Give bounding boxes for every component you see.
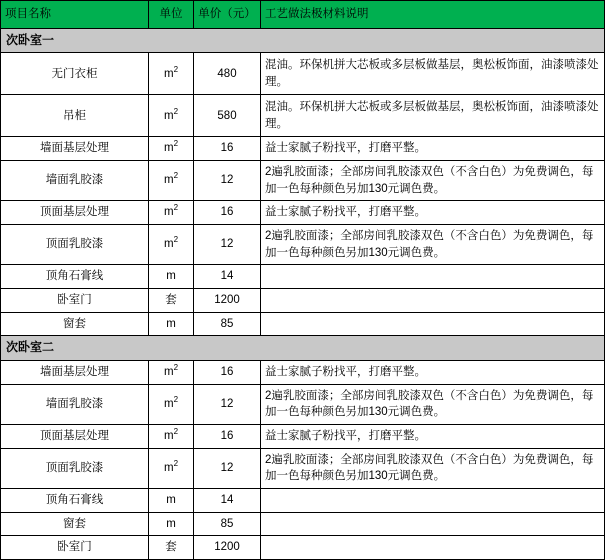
table-header (1, 1, 605, 29)
cell-unit (149, 424, 194, 448)
cell-unit: m (149, 488, 194, 512)
cell-description: 益士家腻子粉找平，打磨平整。 (261, 360, 605, 384)
unit-base: m (163, 109, 174, 122)
cell-unit-price: 16 (194, 424, 261, 448)
unit-base: m (163, 238, 174, 251)
cell-unit-price: 14 (194, 488, 261, 512)
cell-item-name: 无门衣柜 (1, 53, 149, 95)
header-cell-desc: 工艺做法极材料说明 (261, 1, 605, 29)
unit-base: m (163, 142, 174, 155)
table-row (1, 488, 605, 512)
unit-base: m (163, 397, 174, 410)
table-row (1, 360, 605, 384)
header-cell-unit: 单位 (149, 1, 194, 29)
cell-unit (149, 360, 194, 384)
header-cell-price: 单价（元） (194, 1, 261, 29)
cell-item-name: 墙面乳胶漆 (1, 384, 149, 424)
cell-unit: 套 (149, 536, 194, 560)
table-row (1, 53, 605, 95)
cell-item-name: 顶面乳胶漆 (1, 448, 149, 488)
cell-description: 混油。环保机拼大芯板或多层板做基层，奥松板饰面，油漆喷漆处理。 (261, 95, 605, 137)
cell-item-name: 卧室门 (1, 536, 149, 560)
cell-description: 2遍乳胶面漆；全部房间乳胶漆双色（不含白色）为免费调色，每加一色每种颜色另加130元调色费。 (261, 161, 605, 201)
table-row (1, 448, 605, 488)
unit-exponent: 2 (173, 235, 179, 245)
cell-item-name: 顶面基层处理 (1, 201, 149, 225)
header-row (1, 1, 605, 29)
cell-description (261, 289, 605, 313)
table-row (1, 312, 605, 336)
cell-item-name: 顶面基层处理 (1, 424, 149, 448)
unit-base: m (163, 206, 174, 219)
cell-description: 2遍乳胶面漆；全部房间乳胶漆双色（不含白色）为免费调色，每加一色每种颜色另加130元调色费。 (261, 225, 605, 265)
table-body (1, 29, 605, 560)
cell-unit: m (149, 512, 194, 536)
header-cell-name: 项目名称 (1, 1, 149, 29)
cell-unit: m (149, 265, 194, 289)
table-row (1, 201, 605, 225)
unit-base: m (163, 174, 174, 187)
cell-description (261, 536, 605, 560)
cell-unit-price: 85 (194, 512, 261, 536)
unit-exponent: 2 (173, 106, 179, 116)
cell-unit (149, 137, 194, 161)
cell-item-name: 顶角石膏线 (1, 265, 149, 289)
cell-description: 2遍乳胶面漆；全部房间乳胶漆双色（不含白色）为免费调色，每加一色每种颜色另加130元调色费。 (261, 448, 605, 488)
cell-description: 益士家腻子粉找平，打磨平整。 (261, 201, 605, 225)
unit-exponent: 2 (173, 139, 179, 149)
cell-description (261, 488, 605, 512)
table-row (1, 289, 605, 313)
unit-exponent: 2 (173, 395, 179, 404)
cell-unit-price: 12 (194, 384, 261, 424)
unit-base: m (163, 429, 174, 442)
cell-description: 混油。环保机拼大芯板或多层板做基层，奥松板饰面，油漆喷漆处理。 (261, 53, 605, 95)
cell-item-name: 顶面乳胶漆 (1, 225, 149, 265)
unit-base: m (163, 67, 174, 80)
cell-item-name: 卧室门 (1, 289, 149, 313)
cell-description (261, 265, 605, 289)
cell-unit-price: 1200 (194, 536, 261, 560)
cell-item-name: 窗套 (1, 312, 149, 336)
unit-exponent: 2 (173, 363, 179, 372)
cell-item-name: 墙面基层处理 (1, 360, 149, 384)
cell-unit (149, 95, 194, 137)
table-row (1, 95, 605, 137)
cell-item-name: 墙面乳胶漆 (1, 161, 149, 201)
cell-unit-price: 16 (194, 137, 261, 161)
unit-exponent: 2 (173, 427, 179, 437)
cell-unit-price: 16 (194, 201, 261, 225)
section-title: 次卧室二 (1, 336, 605, 360)
unit-exponent: 2 (173, 64, 179, 74)
cell-unit-price: 12 (194, 225, 261, 265)
cell-description (261, 312, 605, 336)
section-row (1, 336, 605, 360)
cell-unit (149, 225, 194, 265)
table-row (1, 536, 605, 560)
cell-unit-price: 16 (194, 360, 261, 384)
cell-description: 益士家腻子粉找平，打磨平整。 (261, 137, 605, 161)
cell-item-name: 吊柜 (1, 95, 149, 137)
unit-base: m (163, 461, 174, 474)
cell-unit: 套 (149, 289, 194, 313)
table-row (1, 225, 605, 265)
cell-unit (149, 201, 194, 225)
table-row (1, 137, 605, 161)
unit-exponent: 2 (173, 459, 179, 469)
table-row (1, 424, 605, 448)
table-row (1, 384, 605, 424)
cell-unit (149, 161, 194, 201)
table-row (1, 512, 605, 536)
cell-unit (149, 53, 194, 95)
cell-unit-price: 480 (194, 53, 261, 95)
cell-unit: m (149, 312, 194, 336)
cell-unit-price: 85 (194, 312, 261, 336)
section-row (1, 29, 605, 53)
cell-description: 2遍乳胶面漆；全部房间乳胶漆双色（不含白色）为免费调色，每加一色每种颜色另加130元调色费。 (261, 384, 605, 424)
unit-base: m (163, 365, 174, 378)
cell-item-name: 窗套 (1, 512, 149, 536)
cell-unit-price: 580 (194, 95, 261, 137)
unit-exponent: 2 (173, 203, 179, 213)
cell-unit-price: 14 (194, 265, 261, 289)
unit-exponent: 2 (173, 171, 179, 181)
cell-unit-price: 12 (194, 161, 261, 201)
cell-unit-price: 1200 (194, 289, 261, 313)
table-row (1, 161, 605, 201)
table-row (1, 265, 605, 289)
cell-unit (149, 448, 194, 488)
cell-item-name: 顶角石膏线 (1, 488, 149, 512)
cell-description (261, 512, 605, 536)
section-title: 次卧室一 (1, 29, 605, 53)
cell-item-name: 墙面基层处理 (1, 137, 149, 161)
cell-description: 益士家腻子粉找平，打磨平整。 (261, 424, 605, 448)
cell-unit (149, 384, 194, 424)
cell-unit-price: 12 (194, 448, 261, 488)
